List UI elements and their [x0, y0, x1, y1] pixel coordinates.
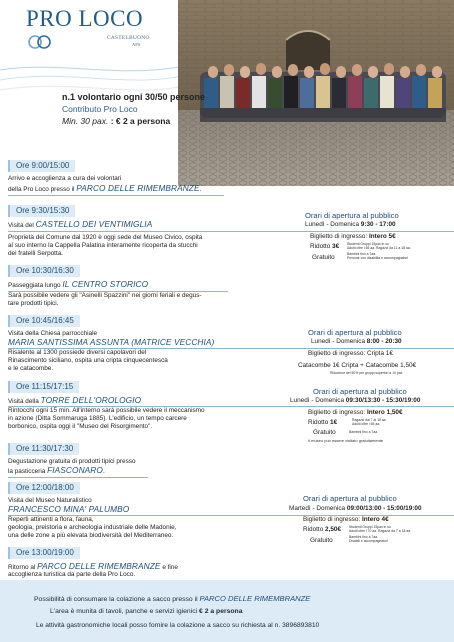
section-title: FRANCESCO MINA' PALUMBO [8, 504, 130, 514]
time-badge: Ore 9:00/15:00 [8, 160, 75, 172]
section-text: tare prodotti tipici. [8, 300, 59, 307]
intro-block [62, 92, 222, 126]
section-text: Visita della Chiesa parrocchiale [8, 330, 98, 337]
info-free: Gratuito [312, 254, 335, 261]
info-reduced-note: Studenti Gruppi 15pax in su [347, 242, 389, 246]
info-reduced-note: Studenti Gruppi 15pax in su [349, 525, 391, 529]
info-reduced-note: Adulti oltre i 65 aa. [352, 422, 381, 426]
info-ticket: Biglietto di ingresso: Intero 1,50€ [308, 409, 403, 416]
info-extra: Il museo può essere visitato gratuitamente [308, 438, 384, 443]
info-ticket: Biglietto di ingresso: Intero 5€ [310, 233, 396, 240]
footer-line-1: Possibilità di consumare la colazione a sacco presso il PARCO DELLE RIMEMBRANZE [34, 594, 311, 603]
info-ticket: Biglietto di ingresso: Cripta 1€ [308, 350, 393, 357]
pro-loco-logo [26, 6, 176, 54]
section-text: una delle zone a più elevata biodiversità del Mediterraneo. [8, 532, 174, 539]
section-text: accoglienza turistica da parte della Pro Loco. [8, 571, 136, 578]
contribution-text: Contributo Pro Loco [62, 104, 138, 114]
section-text: e le catacombe. [8, 365, 54, 372]
footer-line-3: Le attività gastronomiche locali posso fornire la colazione a sacco su richiesta al n. 3896893810 [36, 622, 320, 629]
info-hours: Lunedì - Domenica 09:30/13:30 - 15:30/19:00 [290, 397, 421, 404]
info-reduced: Ridotto 1€ [308, 419, 338, 426]
info-note: Riduzione del 50% per gruppi superiori a 10 pax [330, 371, 403, 375]
info-free-note: Disabili e accompagnatori [349, 539, 388, 543]
section-title: MARIA SANTISSIMA ASSUNTA (MATRICE VECCHIA) [8, 337, 215, 347]
info-reduced-note: Adulti oltre i 65 aa. Ragazzi da 11 a 18 aa. [347, 246, 411, 250]
section-text: Degustazione gratuita di prodotti tipici presso [8, 458, 136, 465]
section-text: Rinascimento siciliano, ospita una cripta cinquecentesca [8, 357, 168, 364]
info-free-note: Persone con disabilità e accompagnatori [347, 256, 409, 260]
info-hours: Lunedì - Domenica 9:30 - 17:00 [305, 221, 396, 228]
time-badge: Ore 9:30/15:30 [8, 205, 75, 217]
info-heading: Orari di apertura al pubblico [313, 387, 407, 396]
time-badge: Ore 13:00/19:00 [8, 547, 80, 559]
time-badge: Ore 11:30/17:30 [8, 443, 79, 455]
info-free-note: Bambini fino a 7aa. [349, 430, 379, 434]
min-price-text: Min. 30 pax. : € 2 a persona [62, 116, 171, 126]
section-title: Visita del CASTELLO DEI VENTIMIGLIA [8, 219, 153, 229]
section-text: al suo interno la Cappella Palatina interamente ricoperta da stucchi [8, 242, 198, 249]
section-text: Arrivo e accoglienza a cura dei volontari [8, 175, 122, 182]
time-badge: Ore 11:15/17:15 [8, 381, 79, 393]
footer-band [0, 580, 454, 642]
divider [8, 231, 454, 232]
info-free-note: Bambini fino a 7aa. [347, 252, 377, 256]
info-hours: Lunedì - Domenica 8:00 - 20:30 [311, 338, 402, 345]
info-reduced: Ridotto 2,50€ [303, 526, 342, 533]
info-free-note: Bambini fino a 7aa. [349, 535, 379, 539]
time-badge: Ore 10:30/16:30 [8, 265, 80, 277]
time-badge: Ore 10:45/16:45 [8, 315, 80, 327]
info-hours: Martedì - Domenica 09:00/13:00 - 15:00/19:00 [289, 505, 422, 512]
section-text: geologia, preistoria e archeologia industriale delle Madonie, [8, 524, 177, 531]
logo-town: CASTELBUONO [107, 35, 150, 41]
info-reduced-note: Adulti oltre i 70 aa. Ragazzi da 7 a 18 aa. [349, 529, 412, 533]
info-free: Gratuito [313, 429, 336, 436]
section-text: Reperti attinenti a flora, fauna, [8, 516, 94, 523]
divider [8, 477, 148, 478]
section-text: Sarà possibile vedere gli "Asinelli Spazzini" nei giorni feriali e degus- [8, 292, 202, 299]
info-heading: Orari di apertura al pubblico [303, 494, 397, 503]
rings-icon [26, 32, 56, 52]
section-text: la pasticceria FIASCONARO. [8, 465, 105, 475]
section-text: Proprietà del Comune dal 1920 è oggi sede del Museo Civico, ospita [8, 234, 203, 241]
section-text: borbonico, ospita oggi il "Museo del Risorgimento". [8, 423, 153, 430]
info-free: Gratuito [310, 537, 333, 544]
section-title: Passeggiata lungo IL CENTRO STORICO [8, 279, 149, 289]
section-text: Risalente al 1300 possiede diversi capolavori del [8, 349, 147, 356]
footer-line-2: L'area è munita di tavoli, panche e servizi igienici € 2 a persona [50, 608, 243, 615]
section-text: della Pro Loco presso il PARCO DELLE RIMEMBRANZE. [8, 183, 202, 193]
time-badge: Ore 12:00/18:00 [8, 482, 80, 494]
info-reduced: Ridotto 3€ [310, 243, 340, 250]
info-heading: Orari di apertura al pubblico [308, 328, 402, 337]
divider [8, 195, 224, 196]
section-text: Rintocchi ogni 15 min. All'interno sarà possibile vedere il meccanismo [8, 407, 205, 414]
section-text: dei fratelli Serpotta. [8, 250, 64, 257]
info-ticket: Biglietto di ingresso: Intero 4€ [303, 516, 389, 523]
logo-brand: PRO LOCO [26, 6, 144, 31]
section-title: Ritorno al PARCO DELLE RIMEMBRANZE e fine [8, 561, 178, 571]
section-text: Visita del Museo Naturalistico [8, 497, 92, 504]
info-combo: Catacombe 1€ Cripta + Catacombe 1,50€ [298, 362, 417, 369]
section-text: in azione (Ditta Sommaruga 1885). L'edificio, un tempo carcere [8, 415, 187, 422]
volunteers-text: n.1 volontario ogni 30/50 persone [62, 92, 206, 102]
info-reduced-note: Ragazzi dai 7 ai 18 aa. [352, 418, 387, 422]
logo-aps: APS [132, 42, 141, 47]
info-heading: Orari di apertura al pubblico [305, 211, 399, 220]
section-title: Visita della TORRE DELL'OROLOGIO [8, 395, 142, 405]
